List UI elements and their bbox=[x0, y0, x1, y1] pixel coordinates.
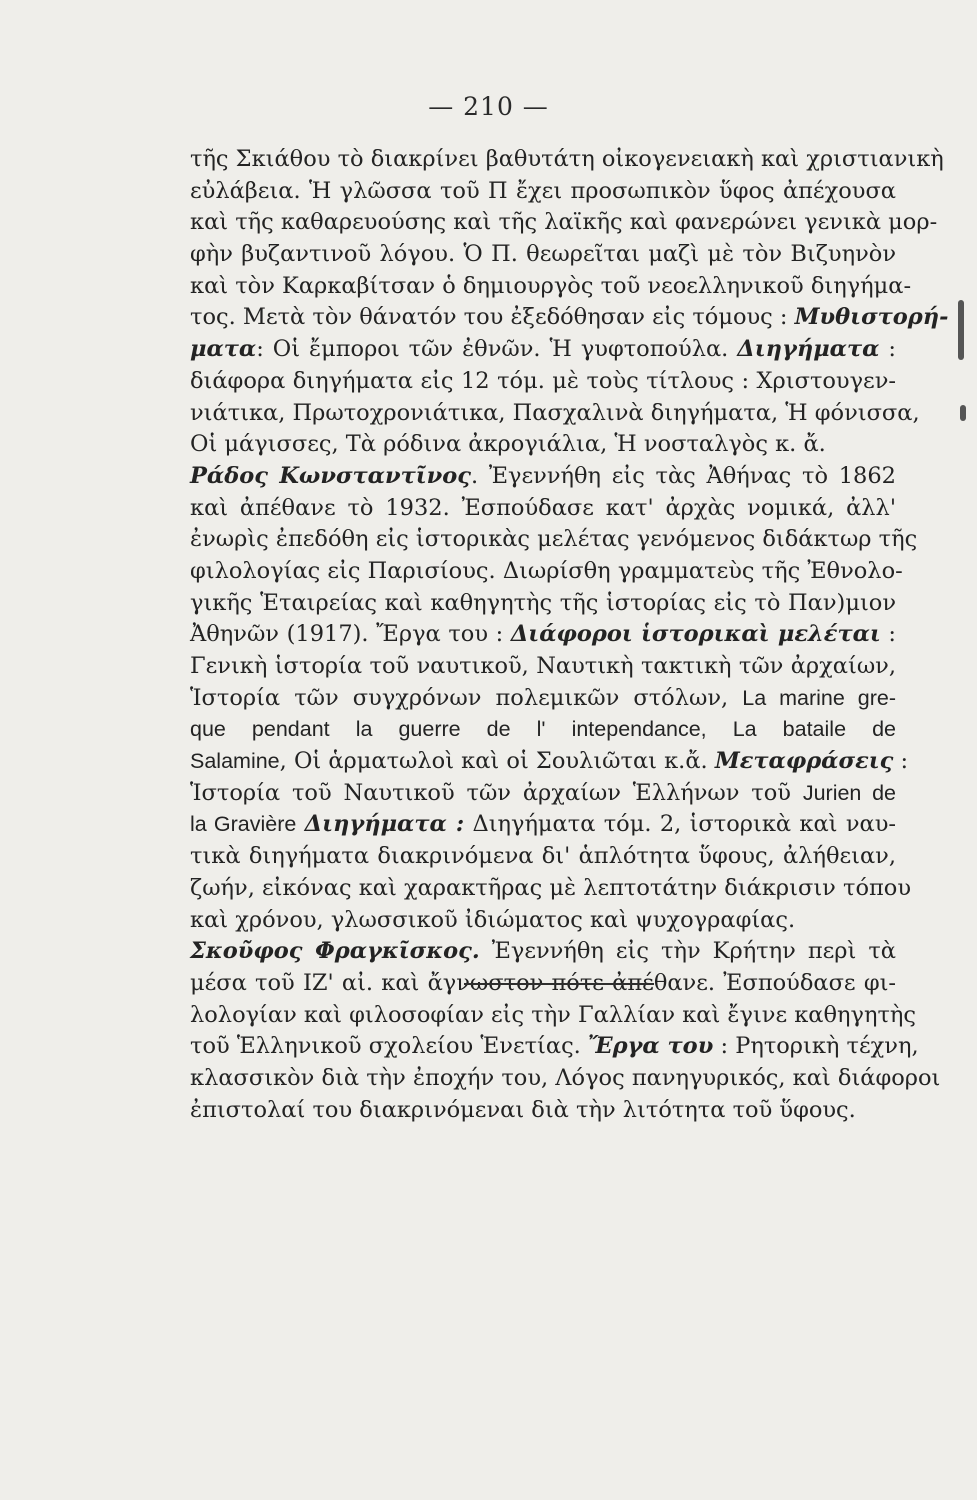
text-segment: τῆς Σκιάθου τὸ διακρίνει βαθυτάτη οἰκογενειακὴ καὶ χριστιανικὴ bbox=[190, 146, 944, 172]
text-line bbox=[190, 841, 896, 873]
text-segment: διάφορα διηγήματα εἰς 12 τόμ. μὲ τοὺς τίτλους : Χριστουγεν- bbox=[190, 367, 896, 394]
entry-heading: Διηγήματα bbox=[737, 336, 880, 363]
text-segment: : bbox=[879, 336, 897, 363]
text-segment: . Ἐγεννήθη εἰς τὰς Ἀθήνας τὸ 1862 bbox=[470, 462, 896, 489]
text-segment: que pendant la guerre de l' intependance, La bataile de bbox=[190, 717, 896, 742]
text-segment: Διηγήματα τόμ. 2, ἱστορικὰ καὶ ναυ- bbox=[464, 811, 896, 838]
text-segment: : bbox=[880, 621, 897, 648]
text-line bbox=[190, 207, 938, 239]
text-line bbox=[190, 746, 909, 778]
text-line bbox=[190, 714, 896, 746]
text-line bbox=[190, 1063, 941, 1095]
text-line bbox=[190, 905, 896, 937]
text-segment: νιάτικα, Πρωτοχρονιάτικα, Πασχαλινὰ διηγήματα, Ἡ φόνισσα, bbox=[190, 399, 920, 426]
text-segment: τοῦ Ἑλληνικοῦ σχολείου Ἑνετίας. bbox=[190, 1033, 588, 1060]
entry-heading: Διηγήματα : bbox=[304, 811, 465, 838]
text-segment: Οἱ μάγισσες, Τὰ ρόδινα ἀκρογιάλια, Ἡ νοσταλγὸς κ. ἄ. bbox=[190, 431, 826, 458]
text-segment: καὶ χρόνου, γλωσσικοῦ ἰδιώματος καὶ ψυχογραφίας. bbox=[190, 906, 796, 933]
text-segment: καὶ τὸν Καρκαβίτσαν ὁ δημιουργὸς τοῦ νεοελληνικοῦ διηγήμα- bbox=[190, 272, 912, 299]
entry-heading: Σκοῦφος Φραγκῖσκος. bbox=[190, 938, 480, 965]
text-segment: : Ρητορικὴ τέχνη, bbox=[713, 1033, 919, 1060]
text-line bbox=[190, 239, 896, 271]
text-line bbox=[190, 619, 896, 651]
text-segment: ζωήν, εἰκόνας καὶ χαρακτῆρας μὲ λεπτοτάτην διάκρισιν τόπου bbox=[190, 874, 911, 901]
text-line bbox=[190, 809, 896, 841]
text-segment: φὴν βυζαντινοῦ λόγου. Ὁ Π. θεωρεῖται μαζὶ μὲ τὸν Βιζυηνὸν bbox=[190, 241, 896, 268]
footnote-separator bbox=[464, 983, 654, 985]
text-line bbox=[190, 683, 896, 715]
entry-heading: Ράδος Κωνσταντῖνος bbox=[190, 462, 471, 489]
text-segment: ἐπιστολαί του διακρινόμεναι διὰ τὴν λιτότητα τοῦ ὕφους. bbox=[190, 1096, 856, 1123]
text-line bbox=[190, 1031, 919, 1063]
text-line bbox=[190, 493, 896, 525]
text-line bbox=[190, 1095, 896, 1127]
text-line bbox=[190, 334, 896, 366]
text-line bbox=[190, 651, 896, 683]
text-segment: La marine gre- bbox=[742, 685, 896, 710]
page-number: — 210 — bbox=[428, 92, 549, 121]
text-line bbox=[190, 461, 896, 493]
text-segment: γικῆς Ἑταιρείας καὶ καθηγητὴς τῆς ἱστορίας εἰς τὸ Παν)μιον bbox=[190, 589, 896, 616]
entry-heading: Ἔργα του bbox=[587, 1033, 714, 1060]
text-line bbox=[190, 1000, 916, 1032]
text-segment: Ἱστορία τοῦ Ναυτικοῦ τῶν ἀρχαίων Ἑλλήνων τοῦ bbox=[190, 779, 803, 806]
text-segment: καὶ ἀπέθανε τὸ 1932. Ἐσπούδασε κατ' ἀρχὰς νομικά, ἀλλ' bbox=[190, 494, 896, 521]
text-line bbox=[190, 556, 903, 588]
text-segment: τος. Μετὰ τὸν θάνατόν του ἐξεδόθησαν εἰς τόμους : bbox=[190, 304, 795, 331]
text-line bbox=[190, 302, 949, 334]
text-segment: ἐνωρὶς ἐπεδόθη εἰς ἱστορικὰς μελέτας γενόμενος διδάκτωρ τῆς bbox=[190, 526, 918, 553]
text-segment: τικὰ διηγήματα διακρινόμενα δι' ἁπλότητα ὕφους, ἀλήθειαν, bbox=[190, 843, 896, 870]
entry-heading: ματα bbox=[190, 336, 257, 363]
text-segment: εὐλάβεια. Ἡ γλῶσσα τοῦ Π ἔχει προσωπικὸν ὕφος ἀπέχουσα bbox=[190, 177, 896, 204]
text-segment: : Οἱ ἔμποροι τῶν ἐθνῶν. Ἡ γυφτοπούλα. bbox=[256, 336, 738, 363]
text-line bbox=[190, 176, 896, 208]
text-line bbox=[190, 429, 896, 461]
text-segment: la Gravière bbox=[190, 812, 297, 837]
text-line bbox=[190, 524, 918, 556]
text-segment bbox=[296, 811, 304, 837]
text-line bbox=[190, 398, 920, 430]
text-segment: Ἐγεννήθη εἰς τὴν Κρήτην περὶ τὰ bbox=[479, 938, 897, 965]
entry-heading: Μυθιστορή- bbox=[794, 304, 949, 331]
text-segment: μέσα τοῦ ΙΖ' αἰ. καὶ ἄγνωστον πότε ἀπέθανε. Ἐσπούδασε φι- bbox=[190, 969, 896, 996]
text-line bbox=[190, 588, 896, 620]
text-segment: Ἀθηνῶν (1917). Ἔργα του : bbox=[190, 621, 511, 648]
entry-heading: Διάφοροι ἱστορικαὶ μελέται bbox=[510, 621, 881, 648]
text-line bbox=[190, 873, 911, 905]
text-segment: Γενικὴ ἱστορία τοῦ ναυτικοῦ, Ναυτικὴ τακτικὴ τῶν ἀρχαίων, bbox=[190, 653, 896, 679]
text-line bbox=[190, 936, 896, 968]
text-segment: , Οἱ ἁρματωλοὶ καὶ οἱ Σουλιῶται κ.ἄ. bbox=[279, 748, 715, 775]
binding-mark bbox=[958, 300, 964, 360]
text-line bbox=[190, 144, 944, 176]
text-segment: Jurien de bbox=[802, 780, 896, 805]
text-segment: λολογίαν καὶ φιλοσοφίαν εἰς τὴν Γαλλίαν καὶ ἔγινε καθηγητὴς bbox=[190, 1001, 916, 1028]
text-segment: Salamine bbox=[190, 749, 280, 774]
text-line bbox=[190, 366, 896, 398]
text-line bbox=[190, 778, 896, 810]
entry-heading: Μεταφράσεις bbox=[714, 748, 894, 775]
text-segment: κλασσικὸν διὰ τὴν ἐποχήν του, Λόγος πανηγυρικός, καὶ διάφοροι bbox=[190, 1064, 941, 1091]
text-segment: φιλολογίας εἰς Παρισίους. Διωρίσθη γραμματεὺς τῆς Ἐθνολο- bbox=[190, 557, 903, 584]
text-segment: Ἱστορία τῶν συγχρόνων πολεμικῶν στόλων, bbox=[190, 684, 743, 711]
body-text bbox=[190, 144, 949, 1126]
binding-mark bbox=[960, 405, 966, 421]
text-segment: : bbox=[893, 748, 909, 775]
text-segment: καὶ τῆς καθαρευούσης καὶ τῆς λαϊκῆς καὶ φανερώνει γενικὰ μορ- bbox=[190, 209, 938, 236]
text-line bbox=[190, 271, 912, 303]
